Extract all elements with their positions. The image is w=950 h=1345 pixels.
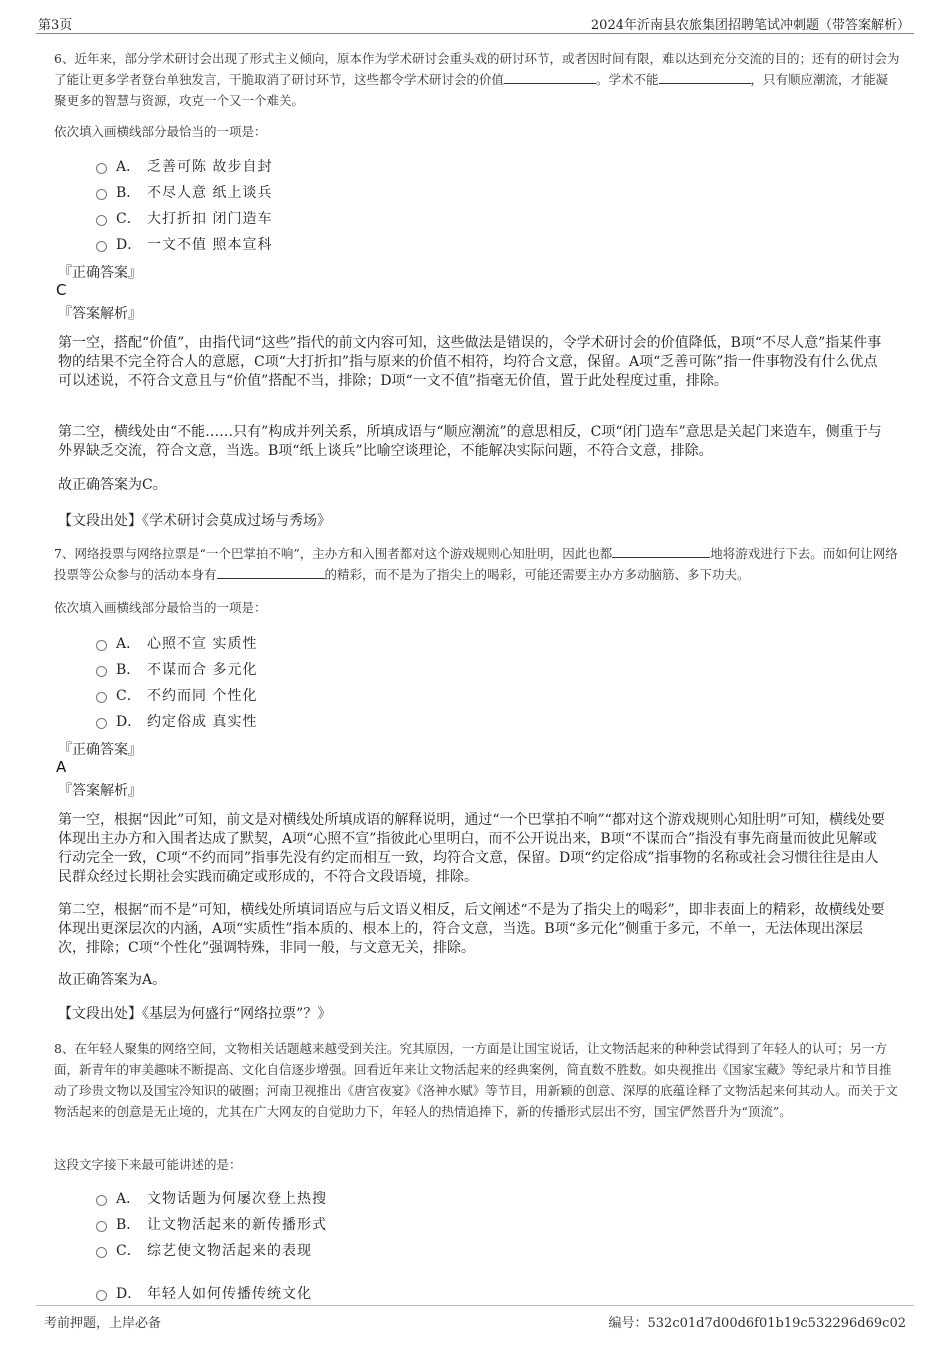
radio-icon[interactable]: [96, 1195, 107, 1206]
q7-answer-label: 『正确答案』: [58, 742, 142, 758]
q6-blank-2: [659, 71, 751, 84]
q7-analysis-paragraph-2: 第二空，根据“而不是”可知，横线处所填词语应与后文语义相反，后文阐述“不是为了指尖上的喝彩”，即非表面上的精彩，故横线处要体现出更深层次的内涵，A项“实质性”指本质的、根本上的，符合文意，当选。B项“多元化”侧重于多元，不单一，无法体现出深层次，排除；C项“个性化”强调特殊，非同一般，与文意无关，排除。: [58, 902, 885, 956]
q7-answer: A: [56, 758, 67, 776]
question-7-text: [54, 543, 900, 585]
header-divider: [36, 33, 914, 34]
q6-option-b[interactable]: B． 不尽人意 纸上谈兵: [96, 181, 272, 203]
q7-option-a[interactable]: A． 心照不宣 实质性: [96, 632, 257, 654]
q7-option-b[interactable]: B． 不谋而合 多元化: [96, 658, 257, 680]
q7-analysis-paragraph-1: 第一空，根据“因此”可知，前文是对横线处所填成语的解释说明，通过“一个巴掌拍不响”“都对这个游戏规则心知肚明”可知，横线处要体现出主办方和入围者达成了默契，A项“心照不宣”指彼此心里明白，而不公开说出来，B项“不谋而合”指没有事先商量而彼此见解或行动完全一致，C项“不约而同”指事先没有约定而相互一致，均符合文意，保留。D项“约定俗成”指事物的名称或社会习惯往往是由人民群众经过长期社会实践而确定或形成的，不符合文段语境，排除。: [58, 812, 885, 885]
q6-source: 【文段出处】《学术研讨会莫成过场与秀场》: [58, 513, 331, 529]
radio-icon[interactable]: [96, 640, 107, 651]
q6-blank-1: [504, 71, 596, 84]
q6-text-a: 6、近年来，部分学术研讨会出现了形式主义倾向，原本作为学术研讨会重头戏的研讨环节，或者因时间有限，难以达到充分交流的目的；还有的研讨会为了能让更多学者登台单独发言，干脆取消了研讨环节，这些都令学术研讨会的价值: [54, 51, 900, 87]
radio-icon[interactable]: [96, 1247, 107, 1258]
q6-text-b: 。学术不能: [596, 72, 659, 87]
radio-icon[interactable]: [96, 666, 107, 677]
radio-icon[interactable]: [96, 718, 107, 729]
radio-icon[interactable]: [96, 1290, 107, 1301]
q7-analysis-conclusion: 故正确答案为A。: [58, 972, 167, 988]
question-8-text: 8、在年轻人聚集的网络空间，文物相关话题越来越受到关注。究其原因，一方面是让国宝说话，让文物活起来的种种尝试得到了年轻人的认可；另一方面，新青年的审美趣味不断提高、文化自信逐步增强。回看近年来让文物活起来的经典案例，简直数不胜数。如央视推出《国家宝藏》等纪录片和节目推动了珍贵文物以及国宝冷知识的破圈；河南卫视推出《唐宫夜宴》《洛神水赋》等节目，用新颖的创意、深厚的底蕴诠释了文物活起来何其动人。而关于文物活起来的创意是无止境的，尤其在广大网友的自觉助力下，年轻人的热情追捧下，新的传播形式层出不穷，国宝俨然晋升为“顶流”。: [54, 1041, 898, 1119]
radio-icon[interactable]: [96, 1221, 107, 1232]
q7-analysis-label: 『答案解析』: [58, 783, 142, 799]
q7-text-c: 的精彩，而不是为了指尖上的喝彩，可能还需要主办方多动脑筋、多下功夫。: [324, 567, 750, 582]
q7-blank-2: [217, 566, 325, 579]
radio-icon[interactable]: [96, 241, 107, 252]
q6-analysis-paragraph-2: 第二空，横线处由“不能……只有”构成并列关系，所填成语与“顺应潮流”的意思相反，C项“闭门造车”意思是关起门来造车，侧重于与外界缺乏交流，符合文意，当选。B项“纸上谈兵”比喻空谈理论，不能解决实际问题，不符合文意，排除。: [58, 424, 882, 459]
q8-option-a[interactable]: A． 文物话题为何屡次登上热搜: [96, 1187, 327, 1209]
q7-text-a: 7、网络投票与网络拉票是“一个巴掌拍不响”，主办方和入围者都对这个游戏规则心知肚明，因此也都: [54, 546, 613, 561]
radio-icon[interactable]: [96, 692, 107, 703]
radio-icon[interactable]: [96, 215, 107, 226]
page-number: 第3页: [38, 18, 73, 33]
q6-analysis-label: 『答案解析』: [58, 306, 142, 322]
q6-answer: C: [56, 281, 67, 299]
radio-icon[interactable]: [96, 189, 107, 200]
q7-blank-1: [612, 545, 710, 558]
q6-analysis-conclusion: 故正确答案为C。: [58, 477, 167, 493]
footer-slogan: 考前押题，上岸必备: [44, 1316, 162, 1331]
q6-option-c[interactable]: C． 大打折扣 闭门造车: [96, 207, 272, 229]
q7-option-d[interactable]: D． 约定俗成 真实性: [96, 710, 257, 732]
q6-text-c: ，只有顺应潮流，才能凝聚更多的智慧与资源，攻克一个又一个难关。: [54, 72, 889, 108]
q6-option-a[interactable]: A． 乏善可陈 故步自封: [96, 155, 272, 177]
q6-option-d[interactable]: D． 一文不值 照本宣科: [96, 233, 272, 255]
q7-option-c[interactable]: C． 不约而同 个性化: [96, 684, 257, 706]
q6-prompt: 依次填入画横线部分最恰当的一项是：: [54, 124, 267, 139]
document-title: 2024年沂南县农旅集团招聘笔试冲刺题（带答案解析）: [590, 18, 910, 33]
q7-prompt: 依次填入画横线部分最恰当的一项是：: [54, 600, 267, 615]
q8-option-d[interactable]: D． 年轻人如何传播传统文化: [96, 1282, 312, 1304]
document-id: 编号：532c01d7d00d6f01b19c532296d69c02: [608, 1316, 906, 1331]
radio-icon[interactable]: [96, 163, 107, 174]
q7-source: 【文段出处】《基层为何盛行“网络拉票”？》: [58, 1006, 332, 1022]
q6-answer-label: 『正确答案』: [58, 265, 142, 281]
q7-text-b: 地将游戏进行下去。而如何让网络投票等公众参与的活动本身有: [54, 546, 898, 582]
q8-option-b[interactable]: B． 让文物活起来的新传播形式: [96, 1213, 327, 1235]
footer-divider: [36, 1305, 914, 1306]
q8-prompt: 这段文字接下来最可能讲述的是：: [54, 1157, 242, 1172]
q6-analysis-paragraph-1: 第一空，搭配“价值”，由指代词“这些”指代的前文内容可知，这些做法是错误的，令学术研讨会的价值降低，B项“不尽人意”指某件事物的结果不完全符合人的意愿，C项“大打折扣”指与原来的价值不相符，均符合文意，保留。A项“乏善可陈”指一件事物没有什么优点可以述说，不符合文意且与“价值”搭配不当，排除；D项“一文不值”指毫无价值，置于此处程度过重，排除。: [58, 335, 882, 389]
q8-option-c[interactable]: C． 综艺使文物活起来的表现: [96, 1239, 312, 1261]
question-6-text: [54, 48, 900, 111]
